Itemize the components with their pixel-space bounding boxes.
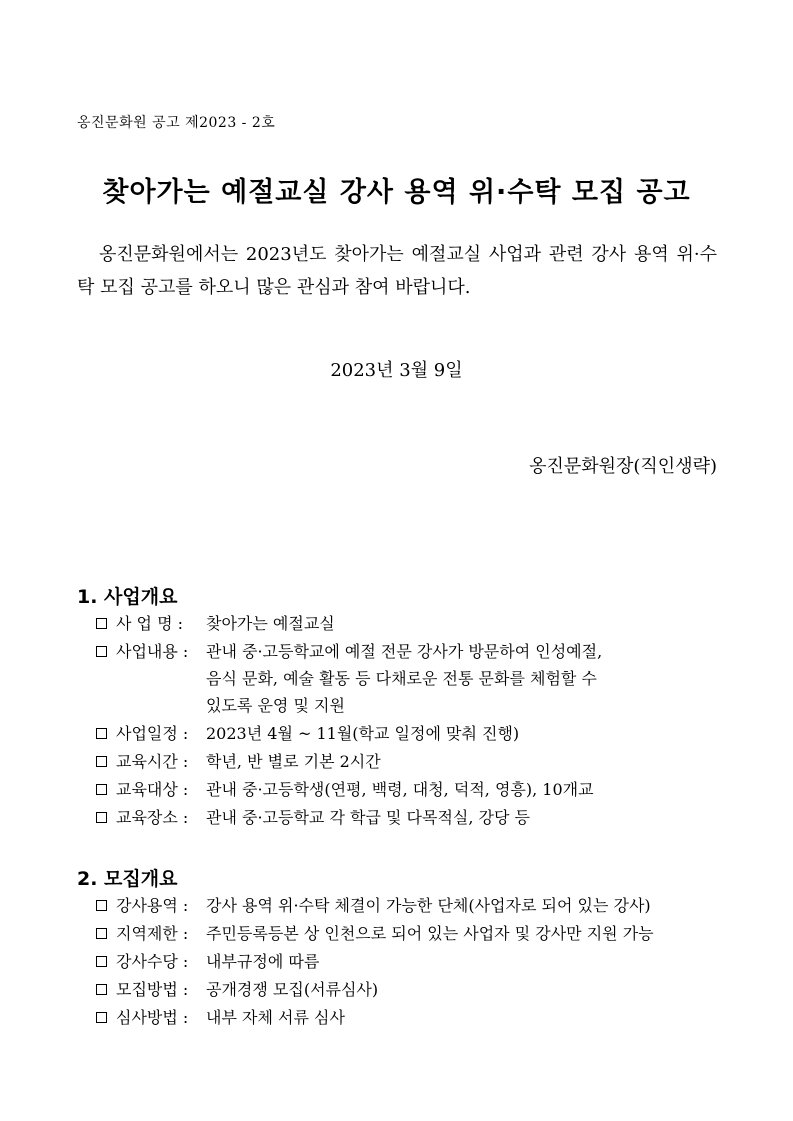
checkbox-square-icon <box>96 900 107 911</box>
item-label: 사업내용 : <box>116 642 189 661</box>
item-value <box>206 748 734 775</box>
item-line: 학년, 반 별로 기본 2시간 <box>206 752 381 771</box>
item-value <box>206 976 734 1003</box>
list-item <box>94 804 734 831</box>
signer: 옹진문화원장(직인생략) <box>529 456 717 477</box>
item-line: 있도록 운영 및 지원 <box>206 696 345 715</box>
checkbox-square-icon <box>96 784 107 795</box>
overview-list <box>94 610 734 832</box>
list-item <box>94 1004 734 1031</box>
item-line: 강사 용역 위·수탁 체결이 가능한 단체(사업자로 되어 있는 강사) <box>206 896 651 915</box>
item-value <box>206 804 734 831</box>
item-value <box>206 610 734 637</box>
item-label: 교육장소 : <box>116 808 189 827</box>
item-label: 사업일정 : <box>116 724 189 743</box>
notice-date: 2023년 3월 9일 <box>330 360 463 381</box>
item-label: 심사방법 : <box>116 1008 189 1027</box>
item-value <box>206 948 734 975</box>
page-title: 찾아가는 예절교실 강사 용역 위·수탁 모집 공고 <box>102 177 691 208</box>
item-label: 강사수당 : <box>116 952 189 971</box>
checkbox-square-icon <box>96 646 107 657</box>
item-label: 교육대상 : <box>116 780 189 799</box>
list-item <box>94 776 734 803</box>
item-value <box>206 920 734 947</box>
intro-text: 옹진문화원에서는 2023년도 찾아가는 예절교실 사업과 관련 강사 용역 위·수탁 모집 공고를 하오니 많은 관심과 참여 바랍니다. <box>77 244 717 298</box>
list-item <box>94 948 734 975</box>
item-value <box>206 720 734 747</box>
item-line: 공개경쟁 모집(서류심사) <box>206 980 379 999</box>
item-line: 관내 중·고등학생(연평, 백령, 대청, 덕적, 영흥), 10개교 <box>206 780 594 799</box>
list-item <box>94 892 734 919</box>
checkbox-square-icon <box>96 756 107 767</box>
checkbox-square-icon <box>96 812 107 823</box>
item-line: 내부 자체 서류 심사 <box>206 1008 345 1027</box>
checkbox-square-icon <box>96 728 107 739</box>
item-label: 강사용역 : <box>116 896 189 915</box>
checkbox-square-icon <box>96 928 107 939</box>
item-line: 내부규정에 따름 <box>206 952 320 971</box>
list-item <box>94 638 734 719</box>
checkbox-square-icon <box>96 1012 107 1023</box>
item-line: 음식 문화, 예술 활동 등 다채로운 전통 문화를 체험할 수 <box>206 669 597 688</box>
list-item <box>94 976 734 1003</box>
item-value <box>206 1004 734 1031</box>
list-item <box>94 610 734 637</box>
item-label: 모집방법 : <box>116 980 189 999</box>
item-line: 주민등록등본 상 인천으로 되어 있는 사업자 및 강사만 지원 가능 <box>206 924 654 943</box>
item-label: 지역제한 : <box>116 924 189 943</box>
item-line: 찾아가는 예절교실 <box>206 614 335 633</box>
section-title-overview: 1. 사업개요 <box>77 586 178 608</box>
checkbox-square-icon <box>96 956 107 967</box>
item-value <box>206 776 734 803</box>
item-label: 교육시간 : <box>116 752 189 771</box>
item-line: 관내 중·고등학교에 예절 전문 강사가 방문하여 인성예절, <box>206 642 603 661</box>
checkbox-square-icon <box>96 984 107 995</box>
list-item <box>94 748 734 775</box>
section-title-recruitment: 2. 모집개요 <box>77 868 178 890</box>
item-value <box>206 892 734 919</box>
recruitment-list <box>94 892 734 1032</box>
item-line: 2023년 4월 ~ 11월(학교 일정에 맞춰 진행) <box>206 724 520 743</box>
item-label: 사 업 명 : <box>116 614 184 633</box>
item-line: 관내 중·고등학교 각 학급 및 다목적실, 강당 등 <box>206 808 530 827</box>
list-item <box>94 920 734 947</box>
intro-paragraph <box>77 238 717 304</box>
list-item <box>94 720 734 747</box>
notice-number: 옹진문화원 공고 제2023 - 2호 <box>77 115 276 131</box>
item-value <box>206 638 734 719</box>
checkbox-square-icon <box>96 618 107 629</box>
